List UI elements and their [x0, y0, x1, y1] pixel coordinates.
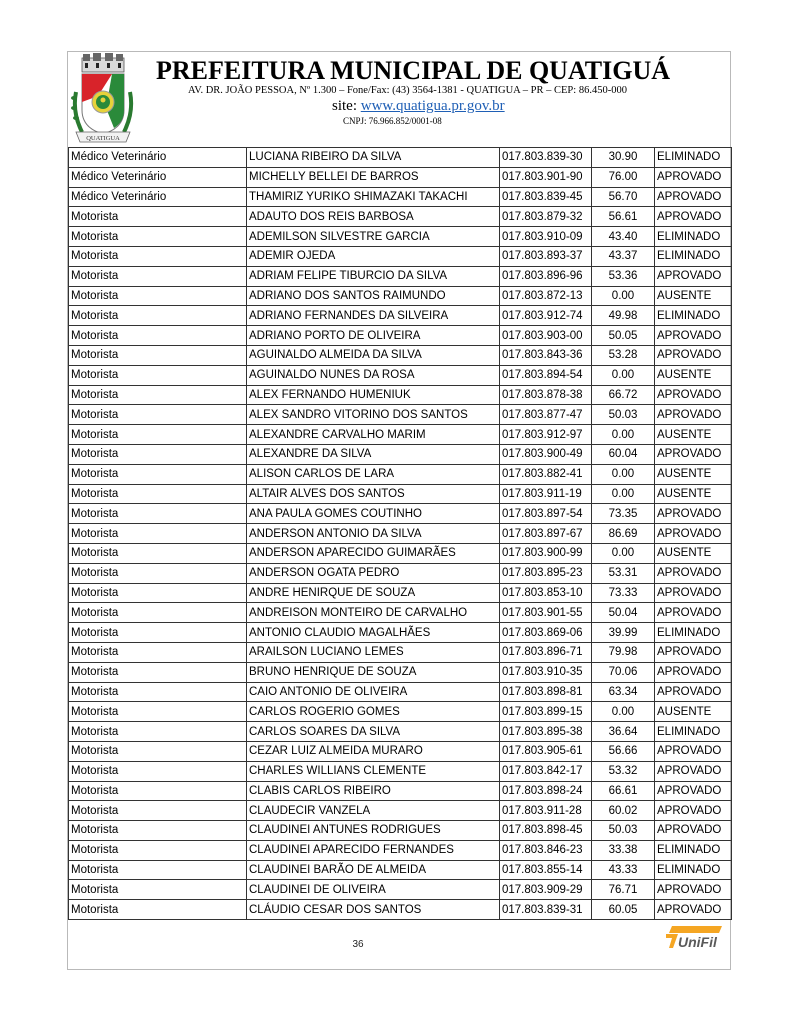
table-row — [69, 603, 732, 623]
status-cell: APROVADO — [655, 524, 732, 544]
table-row — [69, 425, 732, 445]
status-cell: AUSENTE — [655, 464, 732, 484]
name-cell: CEZAR LUIZ ALMEIDA MURARO — [247, 741, 500, 761]
cargo-cell: Motorista — [69, 781, 247, 801]
name-cell: LUCIANA RIBEIRO DA SILVA — [247, 148, 500, 168]
score-cell: 0.00 — [592, 484, 655, 504]
score-cell: 76.71 — [592, 880, 655, 900]
score-cell: 0.00 — [592, 286, 655, 306]
registration-cell: 017.803.853-10 — [500, 583, 592, 603]
table-row — [69, 266, 732, 286]
name-cell: ALISON CARLOS DE LARA — [247, 464, 500, 484]
site-label: site: — [332, 98, 361, 114]
name-cell: ADAUTO DOS REIS BARBOSA — [247, 207, 500, 227]
status-cell: APROVADO — [655, 781, 732, 801]
name-cell: CARLOS SOARES DA SILVA — [247, 722, 500, 742]
letterhead — [68, 52, 730, 147]
table-row — [69, 504, 732, 524]
name-cell: ADRIANO DOS SANTOS RAIMUNDO — [247, 286, 500, 306]
status-cell: APROVADO — [655, 880, 732, 900]
cargo-cell: Motorista — [69, 840, 247, 860]
registration-cell: 017.803.900-49 — [500, 444, 592, 464]
status-cell: APROVADO — [655, 642, 732, 662]
score-cell: 56.61 — [592, 207, 655, 227]
status-cell: APROVADO — [655, 761, 732, 781]
cargo-cell: Motorista — [69, 662, 247, 682]
registration-cell: 017.803.909-29 — [500, 880, 592, 900]
registration-cell: 017.803.895-38 — [500, 722, 592, 742]
name-cell: CARLOS ROGERIO GOMES — [247, 702, 500, 722]
score-cell: 50.04 — [592, 603, 655, 623]
svg-text:QUATIGUA: QUATIGUA — [86, 135, 120, 142]
cargo-cell: Motorista — [69, 345, 247, 365]
score-cell: 49.98 — [592, 306, 655, 326]
cargo-cell: Médico Veterinário — [69, 148, 247, 168]
table-row — [69, 444, 732, 464]
name-cell: ANDRE HENIRQUE DE SOUZA — [247, 583, 500, 603]
table-row — [69, 781, 732, 801]
cargo-cell: Motorista — [69, 702, 247, 722]
status-cell: APROVADO — [655, 167, 732, 187]
municipal-crest-icon — [68, 52, 138, 145]
name-cell: AGUINALDO NUNES DA ROSA — [247, 365, 500, 385]
registration-cell: 017.803.877-47 — [500, 405, 592, 425]
score-cell: 63.34 — [592, 682, 655, 702]
cargo-cell: Motorista — [69, 722, 247, 742]
score-cell: 33.38 — [592, 840, 655, 860]
registration-cell: 017.803.900-99 — [500, 543, 592, 563]
registration-cell: 017.803.879-32 — [500, 207, 592, 227]
registration-cell: 017.803.898-81 — [500, 682, 592, 702]
cargo-cell: Motorista — [69, 484, 247, 504]
status-cell: ELIMINADO — [655, 860, 732, 880]
score-cell: 50.03 — [592, 821, 655, 841]
score-cell: 39.99 — [592, 623, 655, 643]
table-row — [69, 801, 732, 821]
registration-cell: 017.803.912-74 — [500, 306, 592, 326]
status-cell: APROVADO — [655, 187, 732, 207]
cargo-cell: Motorista — [69, 306, 247, 326]
table-row — [69, 821, 732, 841]
name-cell: ADRIANO FERNANDES DA SILVEIRA — [247, 306, 500, 326]
name-cell: ALEX SANDRO VITORINO DOS SANTOS — [247, 405, 500, 425]
status-cell: ELIMINADO — [655, 227, 732, 247]
name-cell: AGUINALDO ALMEIDA DA SILVA — [247, 345, 500, 365]
table-row — [69, 187, 732, 207]
name-cell: MICHELLY BELLEI DE BARROS — [247, 167, 500, 187]
cargo-cell: Motorista — [69, 286, 247, 306]
score-cell: 0.00 — [592, 425, 655, 445]
table-row — [69, 524, 732, 544]
table-row — [69, 662, 732, 682]
table-row — [69, 464, 732, 484]
score-cell: 76.00 — [592, 167, 655, 187]
table-row — [69, 623, 732, 643]
cargo-cell: Motorista — [69, 583, 247, 603]
score-cell: 56.70 — [592, 187, 655, 207]
status-cell: APROVADO — [655, 563, 732, 583]
name-cell: ANA PAULA GOMES COUTINHO — [247, 504, 500, 524]
table-row — [69, 761, 732, 781]
registration-cell: 017.803.896-96 — [500, 266, 592, 286]
status-cell: APROVADO — [655, 682, 732, 702]
status-cell: AUSENTE — [655, 484, 732, 504]
score-cell: 66.61 — [592, 781, 655, 801]
table-row — [69, 148, 732, 168]
name-cell: ALTAIR ALVES DOS SANTOS — [247, 484, 500, 504]
name-cell: CAIO ANTONIO DE OLIVEIRA — [247, 682, 500, 702]
status-cell: ELIMINADO — [655, 840, 732, 860]
cargo-cell: Motorista — [69, 326, 247, 346]
cargo-cell: Motorista — [69, 642, 247, 662]
cargo-cell: Motorista — [69, 425, 247, 445]
cargo-cell: Motorista — [69, 821, 247, 841]
name-cell: ANDERSON APARECIDO GUIMARÃES — [247, 543, 500, 563]
registration-cell: 017.803.898-24 — [500, 781, 592, 801]
registration-cell: 017.803.901-55 — [500, 603, 592, 623]
cargo-cell: Motorista — [69, 741, 247, 761]
cnpj-line: CNPJ: 76.966.852/0001-08 — [343, 116, 442, 126]
score-cell: 53.31 — [592, 563, 655, 583]
name-cell: ALEXANDRE CARVALHO MARIM — [247, 425, 500, 445]
cargo-cell: Motorista — [69, 385, 247, 405]
cargo-cell: Motorista — [69, 563, 247, 583]
status-cell: APROVADO — [655, 603, 732, 623]
table-row — [69, 741, 732, 761]
cargo-cell: Motorista — [69, 623, 247, 643]
cargo-cell: Motorista — [69, 464, 247, 484]
registration-cell: 017.803.911-19 — [500, 484, 592, 504]
registration-cell: 017.803.839-30 — [500, 148, 592, 168]
status-cell: APROVADO — [655, 900, 732, 920]
registration-cell: 017.803.898-45 — [500, 821, 592, 841]
registration-cell: 017.803.905-61 — [500, 741, 592, 761]
status-cell: ELIMINADO — [655, 246, 732, 266]
name-cell: ADEMIR OJEDA — [247, 246, 500, 266]
registration-cell: 017.803.882-41 — [500, 464, 592, 484]
registration-cell: 017.803.911-28 — [500, 801, 592, 821]
cargo-cell: Motorista — [69, 266, 247, 286]
status-cell: APROVADO — [655, 266, 732, 286]
status-cell: AUSENTE — [655, 286, 732, 306]
status-cell: AUSENTE — [655, 425, 732, 445]
cargo-cell: Médico Veterinário — [69, 187, 247, 207]
page-title: PREFEITURA MUNICIPAL DE QUATIGUÁ — [156, 56, 671, 85]
score-cell: 53.32 — [592, 761, 655, 781]
table-row — [69, 702, 732, 722]
table-row — [69, 484, 732, 504]
name-cell: BRUNO HENRIQUE DE SOUZA — [247, 662, 500, 682]
score-cell: 66.72 — [592, 385, 655, 405]
name-cell: ANDERSON OGATA PEDRO — [247, 563, 500, 583]
registration-cell: 017.803.910-09 — [500, 227, 592, 247]
score-cell: 43.33 — [592, 860, 655, 880]
table-row — [69, 840, 732, 860]
cargo-cell: Motorista — [69, 682, 247, 702]
address-line: AV. DR. JOÃO PESSOA, Nº 1.300 – Fone/Fax: (43) 3564-1381 - QUATIGUA – PR – CEP: 86.450-000 — [188, 85, 627, 96]
name-cell: ARAILSON LUCIANO LEMES — [247, 642, 500, 662]
status-cell: APROVADO — [655, 504, 732, 524]
registration-cell: 017.803.899-15 — [500, 702, 592, 722]
cargo-cell: Motorista — [69, 603, 247, 623]
registration-cell: 017.803.893-37 — [500, 246, 592, 266]
site-line — [332, 97, 505, 115]
name-cell: ALEX FERNANDO HUMENIUK — [247, 385, 500, 405]
table-row — [69, 583, 732, 603]
registration-cell: 017.803.895-23 — [500, 563, 592, 583]
status-cell: AUSENTE — [655, 702, 732, 722]
score-cell: 50.05 — [592, 326, 655, 346]
registration-cell: 017.803.894-54 — [500, 365, 592, 385]
status-cell: ELIMINADO — [655, 148, 732, 168]
registration-cell: 017.803.872-13 — [500, 286, 592, 306]
status-cell: ELIMINADO — [655, 306, 732, 326]
score-cell: 60.02 — [592, 801, 655, 821]
registration-cell: 017.803.842-17 — [500, 761, 592, 781]
svg-text:UniFil: UniFil — [678, 934, 717, 950]
name-cell: ALEXANDRE DA SILVA — [247, 444, 500, 464]
status-cell: AUSENTE — [655, 543, 732, 563]
name-cell: CLAUDINEI DE OLIVEIRA — [247, 880, 500, 900]
score-cell: 70.06 — [592, 662, 655, 682]
registration-cell: 017.803.903-00 — [500, 326, 592, 346]
page-number: 36 — [352, 939, 364, 950]
cargo-cell: Motorista — [69, 860, 247, 880]
status-cell: APROVADO — [655, 821, 732, 841]
table-row — [69, 306, 732, 326]
registration-cell: 017.803.839-31 — [500, 900, 592, 920]
score-cell: 43.40 — [592, 227, 655, 247]
cargo-cell: Motorista — [69, 444, 247, 464]
status-cell: APROVADO — [655, 741, 732, 761]
results-table — [68, 147, 732, 920]
name-cell: ANTONIO CLAUDIO MAGALHÃES — [247, 623, 500, 643]
status-cell: APROVADO — [655, 345, 732, 365]
score-cell: 79.98 — [592, 642, 655, 662]
cargo-cell: Motorista — [69, 524, 247, 544]
status-cell: ELIMINADO — [655, 623, 732, 643]
score-cell: 36.64 — [592, 722, 655, 742]
score-cell: 0.00 — [592, 702, 655, 722]
status-cell: APROVADO — [655, 326, 732, 346]
cargo-cell: Motorista — [69, 207, 247, 227]
status-cell: APROVADO — [655, 405, 732, 425]
score-cell: 60.05 — [592, 900, 655, 920]
registration-cell: 017.803.910-35 — [500, 662, 592, 682]
registration-cell: 017.803.878-38 — [500, 385, 592, 405]
score-cell: 0.00 — [592, 365, 655, 385]
name-cell: CLAUDECIR VANZELA — [247, 801, 500, 821]
document-page — [67, 51, 731, 970]
status-cell: APROVADO — [655, 385, 732, 405]
name-cell: ANDERSON ANTONIO DA SILVA — [247, 524, 500, 544]
registration-cell: 017.803.843-36 — [500, 345, 592, 365]
name-cell: CLABIS CARLOS RIBEIRO — [247, 781, 500, 801]
registration-cell: 017.803.897-67 — [500, 524, 592, 544]
score-cell: 73.35 — [592, 504, 655, 524]
cargo-cell: Médico Veterinário — [69, 167, 247, 187]
score-cell: 50.03 — [592, 405, 655, 425]
table-row — [69, 880, 732, 900]
registration-cell: 017.803.855-14 — [500, 860, 592, 880]
score-cell: 30.90 — [592, 148, 655, 168]
cargo-cell: Motorista — [69, 246, 247, 266]
registration-cell: 017.803.846-23 — [500, 840, 592, 860]
table-row — [69, 900, 732, 920]
registration-cell: 017.803.896-71 — [500, 642, 592, 662]
cargo-cell: Motorista — [69, 504, 247, 524]
score-cell: 56.66 — [592, 741, 655, 761]
cargo-cell: Motorista — [69, 543, 247, 563]
table-row — [69, 385, 732, 405]
table-row — [69, 227, 732, 247]
name-cell: ANDREISON MONTEIRO DE CARVALHO — [247, 603, 500, 623]
score-cell: 86.69 — [592, 524, 655, 544]
status-cell: APROVADO — [655, 801, 732, 821]
name-cell: ADRIAM FELIPE TIBURCIO DA SILVA — [247, 266, 500, 286]
name-cell: CLAUDINEI ANTUNES RODRIGUES — [247, 821, 500, 841]
name-cell: THAMIRIZ YURIKO SHIMAZAKI TAKACHI — [247, 187, 500, 207]
cargo-cell: Motorista — [69, 801, 247, 821]
registration-cell: 017.803.901-90 — [500, 167, 592, 187]
score-cell: 0.00 — [592, 543, 655, 563]
score-cell: 43.37 — [592, 246, 655, 266]
name-cell: CLÁUDIO CESAR DOS SANTOS — [247, 900, 500, 920]
status-cell: APROVADO — [655, 583, 732, 603]
table-row — [69, 246, 732, 266]
cargo-cell: Motorista — [69, 900, 247, 920]
table-row — [69, 326, 732, 346]
status-cell: APROVADO — [655, 662, 732, 682]
name-cell: CHARLES WILLIANS CLEMENTE — [247, 761, 500, 781]
status-cell: APROVADO — [655, 444, 732, 464]
registration-cell: 017.803.869-06 — [500, 623, 592, 643]
table-row — [69, 405, 732, 425]
table-row — [69, 860, 732, 880]
table-row — [69, 286, 732, 306]
registration-cell: 017.803.839-45 — [500, 187, 592, 207]
unifil-logo-icon — [664, 924, 726, 950]
table-row — [69, 167, 732, 187]
score-cell: 0.00 — [592, 464, 655, 484]
name-cell: CLAUDINEI APARECIDO FERNANDES — [247, 840, 500, 860]
status-cell: ELIMINADO — [655, 722, 732, 742]
status-cell: AUSENTE — [655, 365, 732, 385]
score-cell: 60.04 — [592, 444, 655, 464]
score-cell: 53.28 — [592, 345, 655, 365]
site-link[interactable]: www.quatigua.pr.gov.br — [360, 98, 505, 114]
cargo-cell: Motorista — [69, 227, 247, 247]
score-cell: 73.33 — [592, 583, 655, 603]
score-cell: 53.36 — [592, 266, 655, 286]
table-row — [69, 682, 732, 702]
cargo-cell: Motorista — [69, 405, 247, 425]
registration-cell: 017.803.912-97 — [500, 425, 592, 445]
table-row — [69, 543, 732, 563]
name-cell: CLAUDINEI BARÃO DE ALMEIDA — [247, 860, 500, 880]
registration-cell: 017.803.897-54 — [500, 504, 592, 524]
table-row — [69, 365, 732, 385]
cargo-cell: Motorista — [69, 761, 247, 781]
cargo-cell: Motorista — [69, 365, 247, 385]
table-row — [69, 345, 732, 365]
table-row — [69, 207, 732, 227]
name-cell: ADEMILSON SILVESTRE GARCIA — [247, 227, 500, 247]
name-cell: ADRIANO PORTO DE OLIVEIRA — [247, 326, 500, 346]
status-cell: APROVADO — [655, 207, 732, 227]
cargo-cell: Motorista — [69, 880, 247, 900]
table-row — [69, 563, 732, 583]
table-row — [69, 722, 732, 742]
table-row — [69, 642, 732, 662]
